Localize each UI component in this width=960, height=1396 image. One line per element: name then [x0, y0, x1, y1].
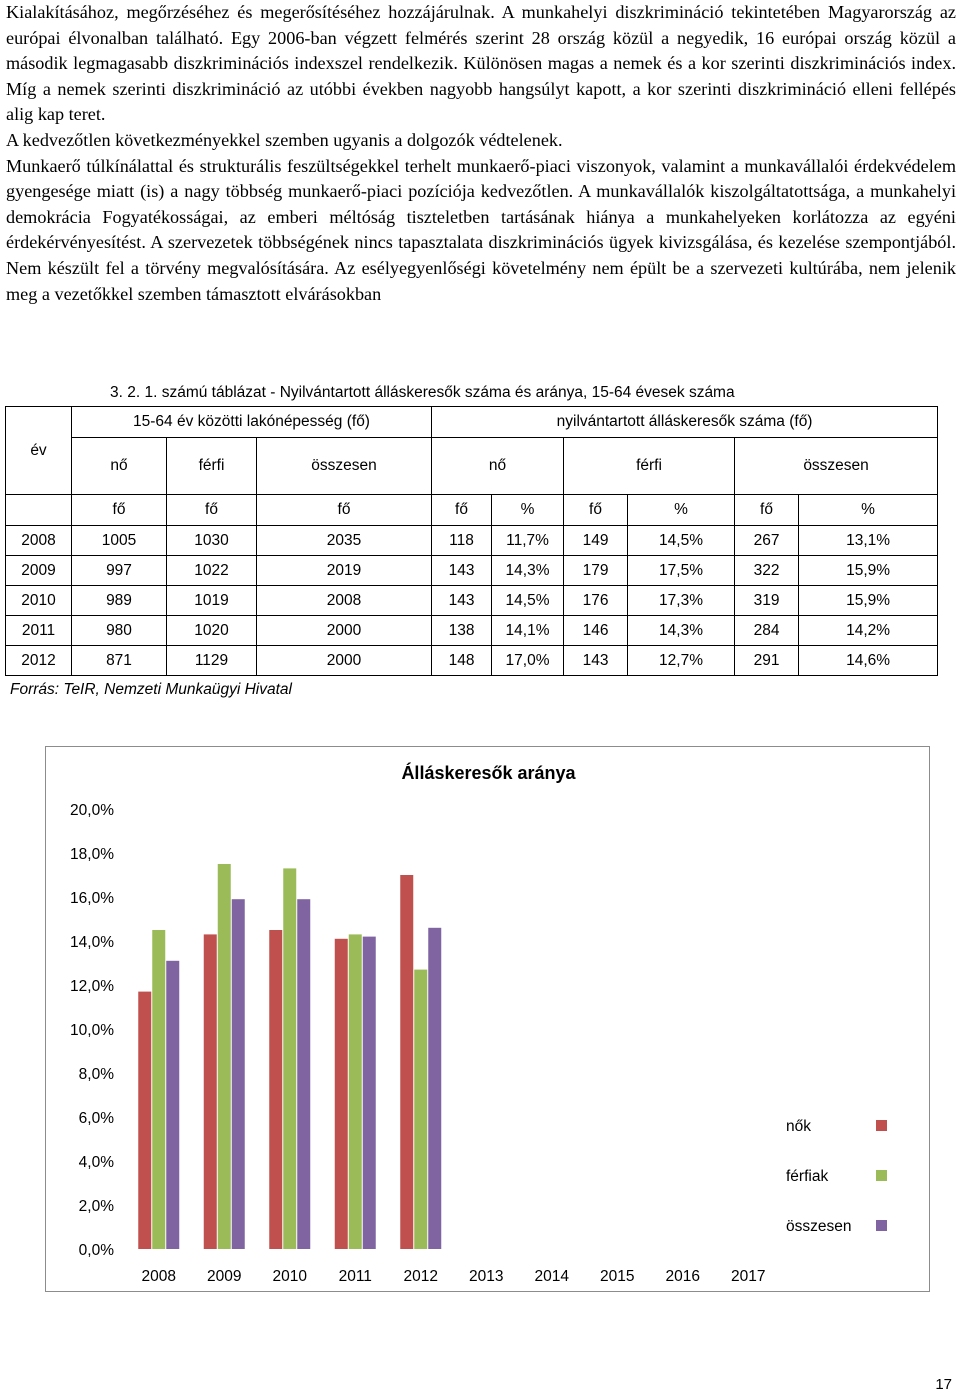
legend-swatch	[876, 1120, 887, 1131]
table-cell: 14,3%	[628, 616, 735, 646]
year-header: év	[6, 407, 72, 495]
y-tick-label: 10,0%	[70, 1022, 114, 1039]
table-cell: 2012	[6, 646, 72, 676]
table-cell: 179	[564, 556, 628, 586]
table-row	[6, 586, 938, 616]
table-cell: 980	[72, 616, 167, 646]
table-row	[6, 646, 938, 676]
unit-header: fő	[735, 495, 799, 526]
bar	[269, 930, 282, 1249]
x-tick-label: 2016	[665, 1268, 700, 1285]
chart-title: Álláskeresők aránya	[401, 763, 576, 783]
x-tick-label: 2011	[338, 1268, 372, 1285]
table-cell: 319	[735, 586, 799, 616]
table-cell: 12,7%	[628, 646, 735, 676]
table-cell: 2035	[257, 526, 432, 556]
table-row	[6, 526, 938, 556]
legend-label: összesen	[786, 1218, 852, 1235]
unit-header: fő	[167, 495, 257, 526]
table-cell: 14,5%	[628, 526, 735, 556]
y-tick-label: 14,0%	[70, 934, 114, 951]
col-header-total: összesen	[257, 438, 432, 495]
table-cell: 1030	[167, 526, 257, 556]
x-tick-label: 2012	[403, 1268, 438, 1285]
table-cell: 14,2%	[799, 616, 938, 646]
y-tick-label: 4,0%	[78, 1154, 114, 1171]
empty-cell	[6, 495, 72, 526]
bar	[166, 961, 179, 1249]
col-header-women: nő	[432, 438, 564, 495]
paragraph: Munkaerő túlkínálattal és strukturális feszültségekkel terhelt munkaerő-piaci viszonyok, valamint a munkavállalói érdekvédelem gyengesége miatt (is) a nagy többség munkaerő-piaci pozíciója kedvezőtlen. A munkavállalók kiszolgáltatottsága, a munkahelyi demokrácia Fogyatékosságai, az emberi méltóság tiszteletben tartásának hiánya a munkahelyeken korlátozza az egyéni érdekérvényesítést. A szervezetek többségének nincs tapasztalata diszkriminációs ügyek kivizsgálása, és kezelése szempontjából. Nem készült fel a törvény megvalósítására. Az esélyegyenlőségi követelmény nem épült be a szervezeti kultúrába, nem jelenik meg a vezetőkkel szemben támasztott elvárásokban	[6, 155, 956, 304]
unit-header: fő	[432, 495, 492, 526]
table-cell: 17,5%	[628, 556, 735, 586]
bar	[297, 899, 310, 1249]
bar	[283, 868, 296, 1249]
table-row	[6, 556, 938, 586]
bar	[152, 930, 165, 1249]
legend-label: férfiak	[786, 1168, 829, 1185]
table-cell: 118	[432, 526, 492, 556]
body-text	[6, 0, 956, 307]
table-cell: 871	[72, 646, 167, 676]
y-tick-label: 20,0%	[70, 802, 114, 819]
bar	[349, 934, 362, 1249]
y-tick-label: 16,0%	[70, 890, 114, 907]
jobseekers-group-header: nyilvántartott álláskeresők száma (fő)	[432, 407, 938, 438]
table-cell: 15,9%	[799, 556, 938, 586]
col-header-men: férfi	[167, 438, 257, 495]
table-cell: 2000	[257, 646, 432, 676]
table-cell: 15,9%	[799, 586, 938, 616]
col-header-men: férfi	[564, 438, 735, 495]
chart-container	[45, 746, 930, 1292]
x-tick-label: 2015	[600, 1268, 635, 1285]
table-cell: 284	[735, 616, 799, 646]
col-header-total: összesen	[735, 438, 938, 495]
table-cell: 2010	[6, 586, 72, 616]
paragraph: A kedvezőtlen következményekkel szemben ugyanis a dolgozók védtelenek.	[6, 129, 563, 150]
table-cell: 989	[72, 586, 167, 616]
table-cell: 2009	[6, 556, 72, 586]
table-cell: 17,0%	[492, 646, 564, 676]
table-cell: 143	[564, 646, 628, 676]
bar-chart	[46, 747, 929, 1291]
table-cell: 176	[564, 586, 628, 616]
bar	[138, 992, 151, 1249]
x-tick-label: 2008	[141, 1268, 176, 1285]
table-cell: 14,5%	[492, 586, 564, 616]
table-cell: 143	[432, 556, 492, 586]
legend-label: nők	[786, 1118, 811, 1135]
y-tick-label: 6,0%	[78, 1110, 114, 1127]
table-cell: 17,3%	[628, 586, 735, 616]
table-cell: 2000	[257, 616, 432, 646]
table-cell: 291	[735, 646, 799, 676]
table-source: Forrás: TeIR, Nemzeti Munkaügyi Hivatal	[10, 681, 292, 698]
y-tick-label: 12,0%	[70, 978, 114, 995]
unit-header: %	[628, 495, 735, 526]
bar	[335, 939, 348, 1249]
table-cell: 138	[432, 616, 492, 646]
unit-header: fő	[72, 495, 167, 526]
table-cell: 14,1%	[492, 616, 564, 646]
table-cell: 143	[432, 586, 492, 616]
table-row	[6, 616, 938, 646]
table-cell: 2008	[257, 586, 432, 616]
bar	[232, 899, 245, 1249]
table-cell: 1019	[167, 586, 257, 616]
table-cell: 14,3%	[492, 556, 564, 586]
table-caption: 3. 2. 1. számú táblázat - Nyilvántartott álláskeresők száma és aránya, 15-64 évesek száma	[110, 384, 735, 401]
x-tick-label: 2014	[534, 1268, 569, 1285]
y-tick-label: 8,0%	[78, 1066, 114, 1083]
col-header-women: nő	[72, 438, 167, 495]
y-tick-label: 0,0%	[78, 1242, 114, 1259]
table-cell: 322	[735, 556, 799, 586]
table-cell: 149	[564, 526, 628, 556]
table-cell: 1129	[167, 646, 257, 676]
unit-header: %	[492, 495, 564, 526]
table-cell: 267	[735, 526, 799, 556]
unit-header: %	[799, 495, 938, 526]
table-cell: 2011	[6, 616, 72, 646]
table-cell: 13,1%	[799, 526, 938, 556]
bar	[204, 934, 217, 1249]
table-cell: 997	[72, 556, 167, 586]
jobseekers-table	[5, 406, 938, 676]
bar	[400, 875, 413, 1249]
table-cell: 1022	[167, 556, 257, 586]
x-tick-label: 2009	[207, 1268, 242, 1285]
y-tick-label: 18,0%	[70, 846, 114, 863]
x-tick-label: 2010	[272, 1268, 307, 1285]
bar	[218, 864, 231, 1249]
y-tick-label: 2,0%	[78, 1198, 114, 1215]
bar	[428, 928, 441, 1249]
table-cell: 148	[432, 646, 492, 676]
x-tick-label: 2017	[731, 1268, 766, 1285]
legend-swatch	[876, 1170, 887, 1181]
bar	[363, 937, 376, 1249]
table-cell: 2008	[6, 526, 72, 556]
table-cell: 14,6%	[799, 646, 938, 676]
legend-swatch	[876, 1220, 887, 1231]
table-cell: 2019	[257, 556, 432, 586]
unit-header: fő	[257, 495, 432, 526]
population-group-header: 15-64 év közötti lakónépesség (fő)	[72, 407, 432, 438]
paragraph: Kialakításához, megőrzéséhez és megerősítéséhez hozzájárulnak. A munkahelyi diszkrimináció tekintetében Magyarország az európai élvonalban található. Egy 2006-ban végzett felmérés szerint 28 ország közül a negyedik, 16 európai ország közül a második legmagasabb diszkriminációs indexszel rendelkezik. Különösen magas a nemek és a kor szerinti diszkriminációs index. Míg a nemek szerinti diszkrimináció az utóbbi években nagyobb hangsúlyt kapott, a kor szerinti diszkrimináció elleni fellépés alig kap teret.	[6, 2, 956, 125]
unit-header: fő	[564, 495, 628, 526]
bar	[414, 970, 427, 1249]
page-number: 17	[935, 1376, 952, 1393]
table-cell: 146	[564, 616, 628, 646]
x-tick-label: 2013	[469, 1268, 504, 1285]
table-cell: 11,7%	[492, 526, 564, 556]
table-cell: 1020	[167, 616, 257, 646]
table-cell: 1005	[72, 526, 167, 556]
